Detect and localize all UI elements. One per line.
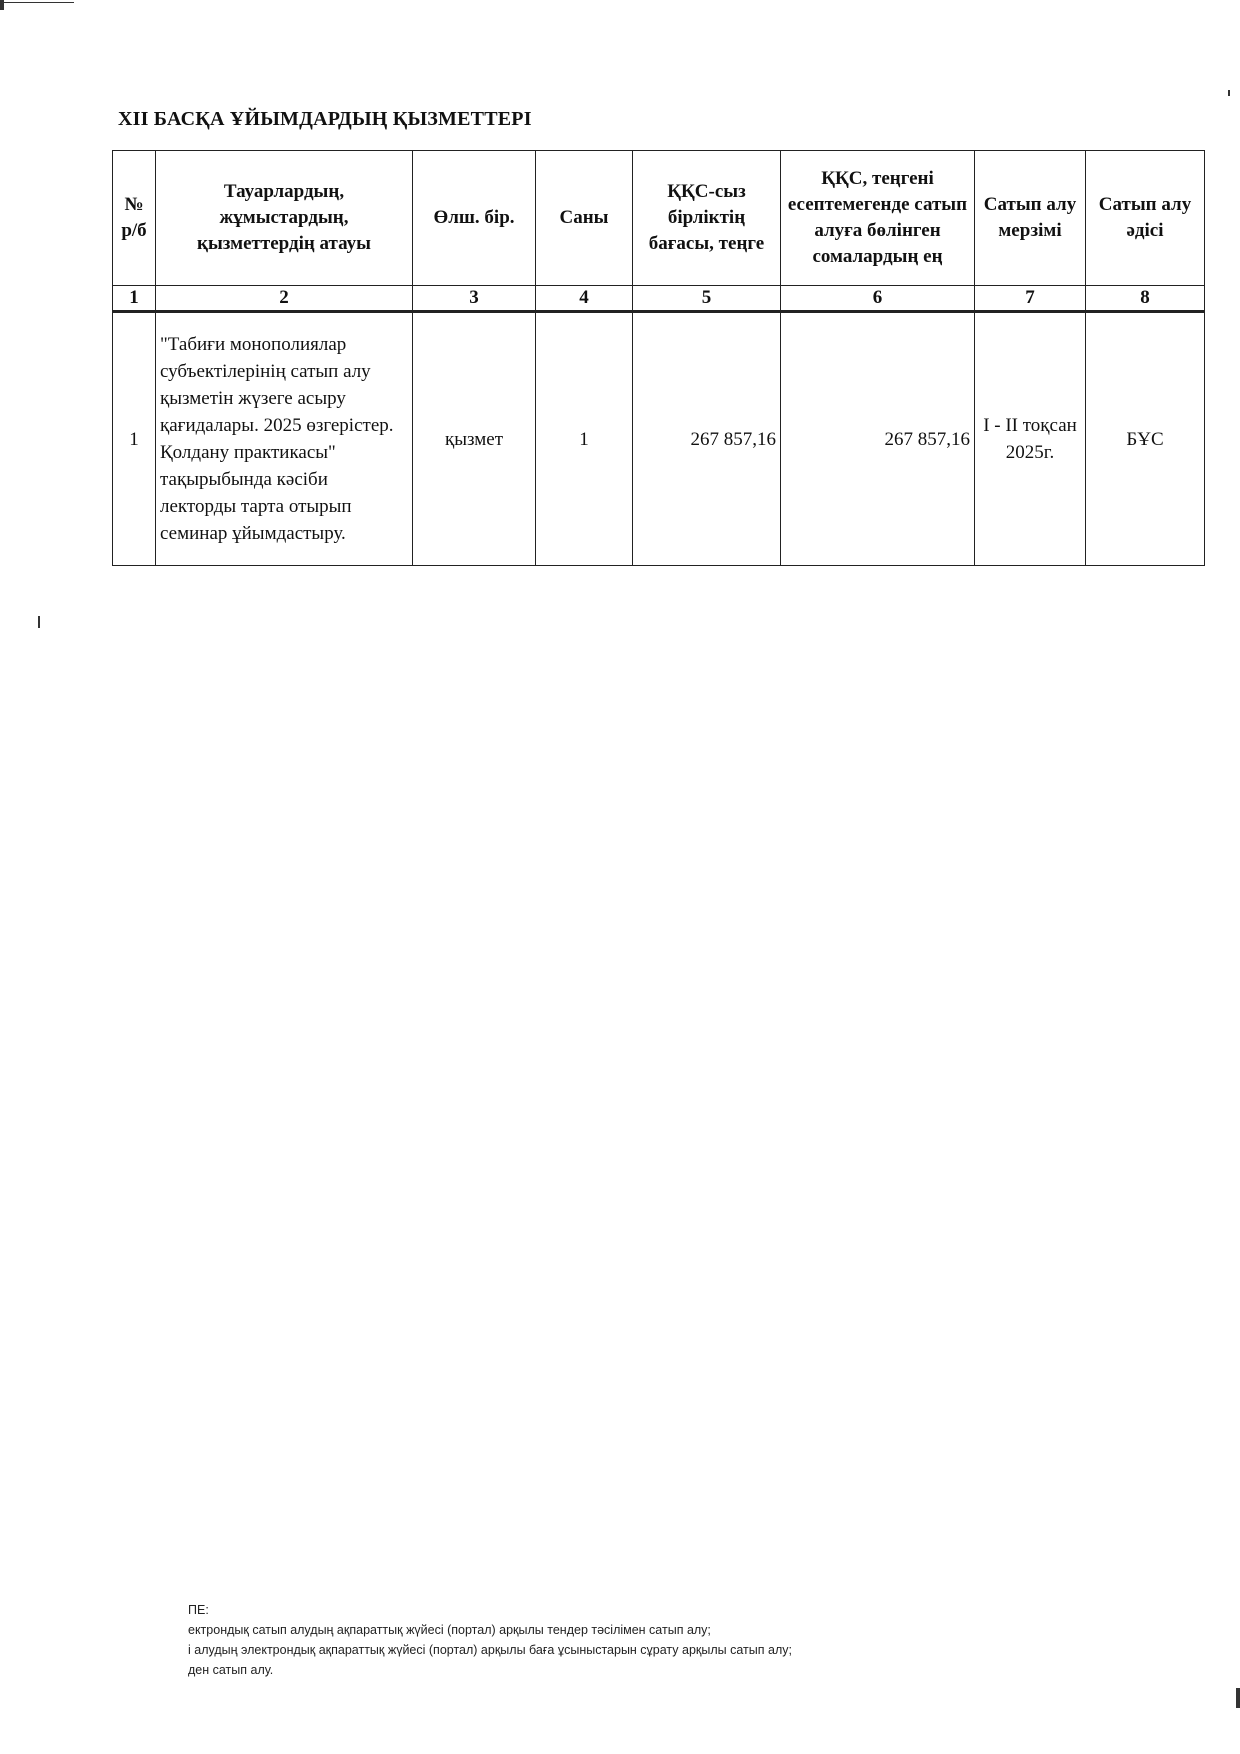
term-cell: I - II тоқсан 2025г.	[975, 312, 1086, 566]
scan-mark	[4, 2, 74, 3]
allocated-sum-cell: 267 857,16	[781, 312, 975, 566]
header-cell-name: Тауарлардың, жұмыстардың, қызметтердің атауы	[156, 151, 413, 286]
footnote-line: і алудың электрондық ақпараттық жүйесі (портал) арқылы баға ұсыныстарын сұрату арқылы сатып алу;	[188, 1643, 792, 1657]
unit-cell: қызмет	[413, 312, 536, 566]
header-row	[113, 151, 1205, 286]
scan-mark	[38, 616, 40, 628]
procurement-table	[112, 150, 1205, 566]
table-row	[113, 312, 1205, 566]
footnote-line: ектрондық сатып алудың ақпараттық жүйесі (портал) арқылы тендер тәсілімен сатып алу;	[188, 1623, 711, 1637]
column-number: 5	[633, 286, 781, 312]
header-cell-method: Сатып алу әдісі	[1086, 151, 1205, 286]
column-number: 7	[975, 286, 1086, 312]
footnote-line: ПЕ:	[188, 1603, 209, 1617]
column-number: 6	[781, 286, 975, 312]
footnote-line: ден сатып алу.	[188, 1663, 274, 1677]
header-cell-allocated-sum: ҚҚС, теңгені есептемегенде сатып алуға бөлінген сомалардың ең	[781, 151, 975, 286]
header-cell-number: № р/б	[113, 151, 156, 286]
item-name-cell: "Табиғи монополиялар субъектілерінің сатып алу қызметін жүзеге асыру қағидалары. 2025 өзгерістер. Қолдану практикасы" тақырыбында кәсіби лекторды тарта отырып семинар ұйымдастыру.	[156, 312, 413, 566]
column-number: 2	[156, 286, 413, 312]
footnotes	[188, 1600, 792, 1680]
header-cell-unit-price: ҚҚС-сыз бірліктің бағасы, теңге	[633, 151, 781, 286]
header-cell-term: Сатып алу мерзімі	[975, 151, 1086, 286]
column-number-row	[113, 286, 1205, 312]
column-number: 4	[536, 286, 633, 312]
column-number: 1	[113, 286, 156, 312]
column-number: 8	[1086, 286, 1205, 312]
row-number-cell: 1	[113, 312, 156, 566]
scan-mark	[1228, 90, 1230, 96]
unit-price-cell: 267 857,16	[633, 312, 781, 566]
header-cell-quantity: Саны	[536, 151, 633, 286]
scan-mark	[1236, 1688, 1240, 1708]
header-cell-unit: Өлш. бір.	[413, 151, 536, 286]
method-cell: БҰС	[1086, 312, 1205, 566]
column-number: 3	[413, 286, 536, 312]
section-title: XII БАСҚА ҰЙЫМДАРДЫҢ ҚЫЗМЕТТЕРІ	[118, 108, 532, 130]
quantity-cell: 1	[536, 312, 633, 566]
